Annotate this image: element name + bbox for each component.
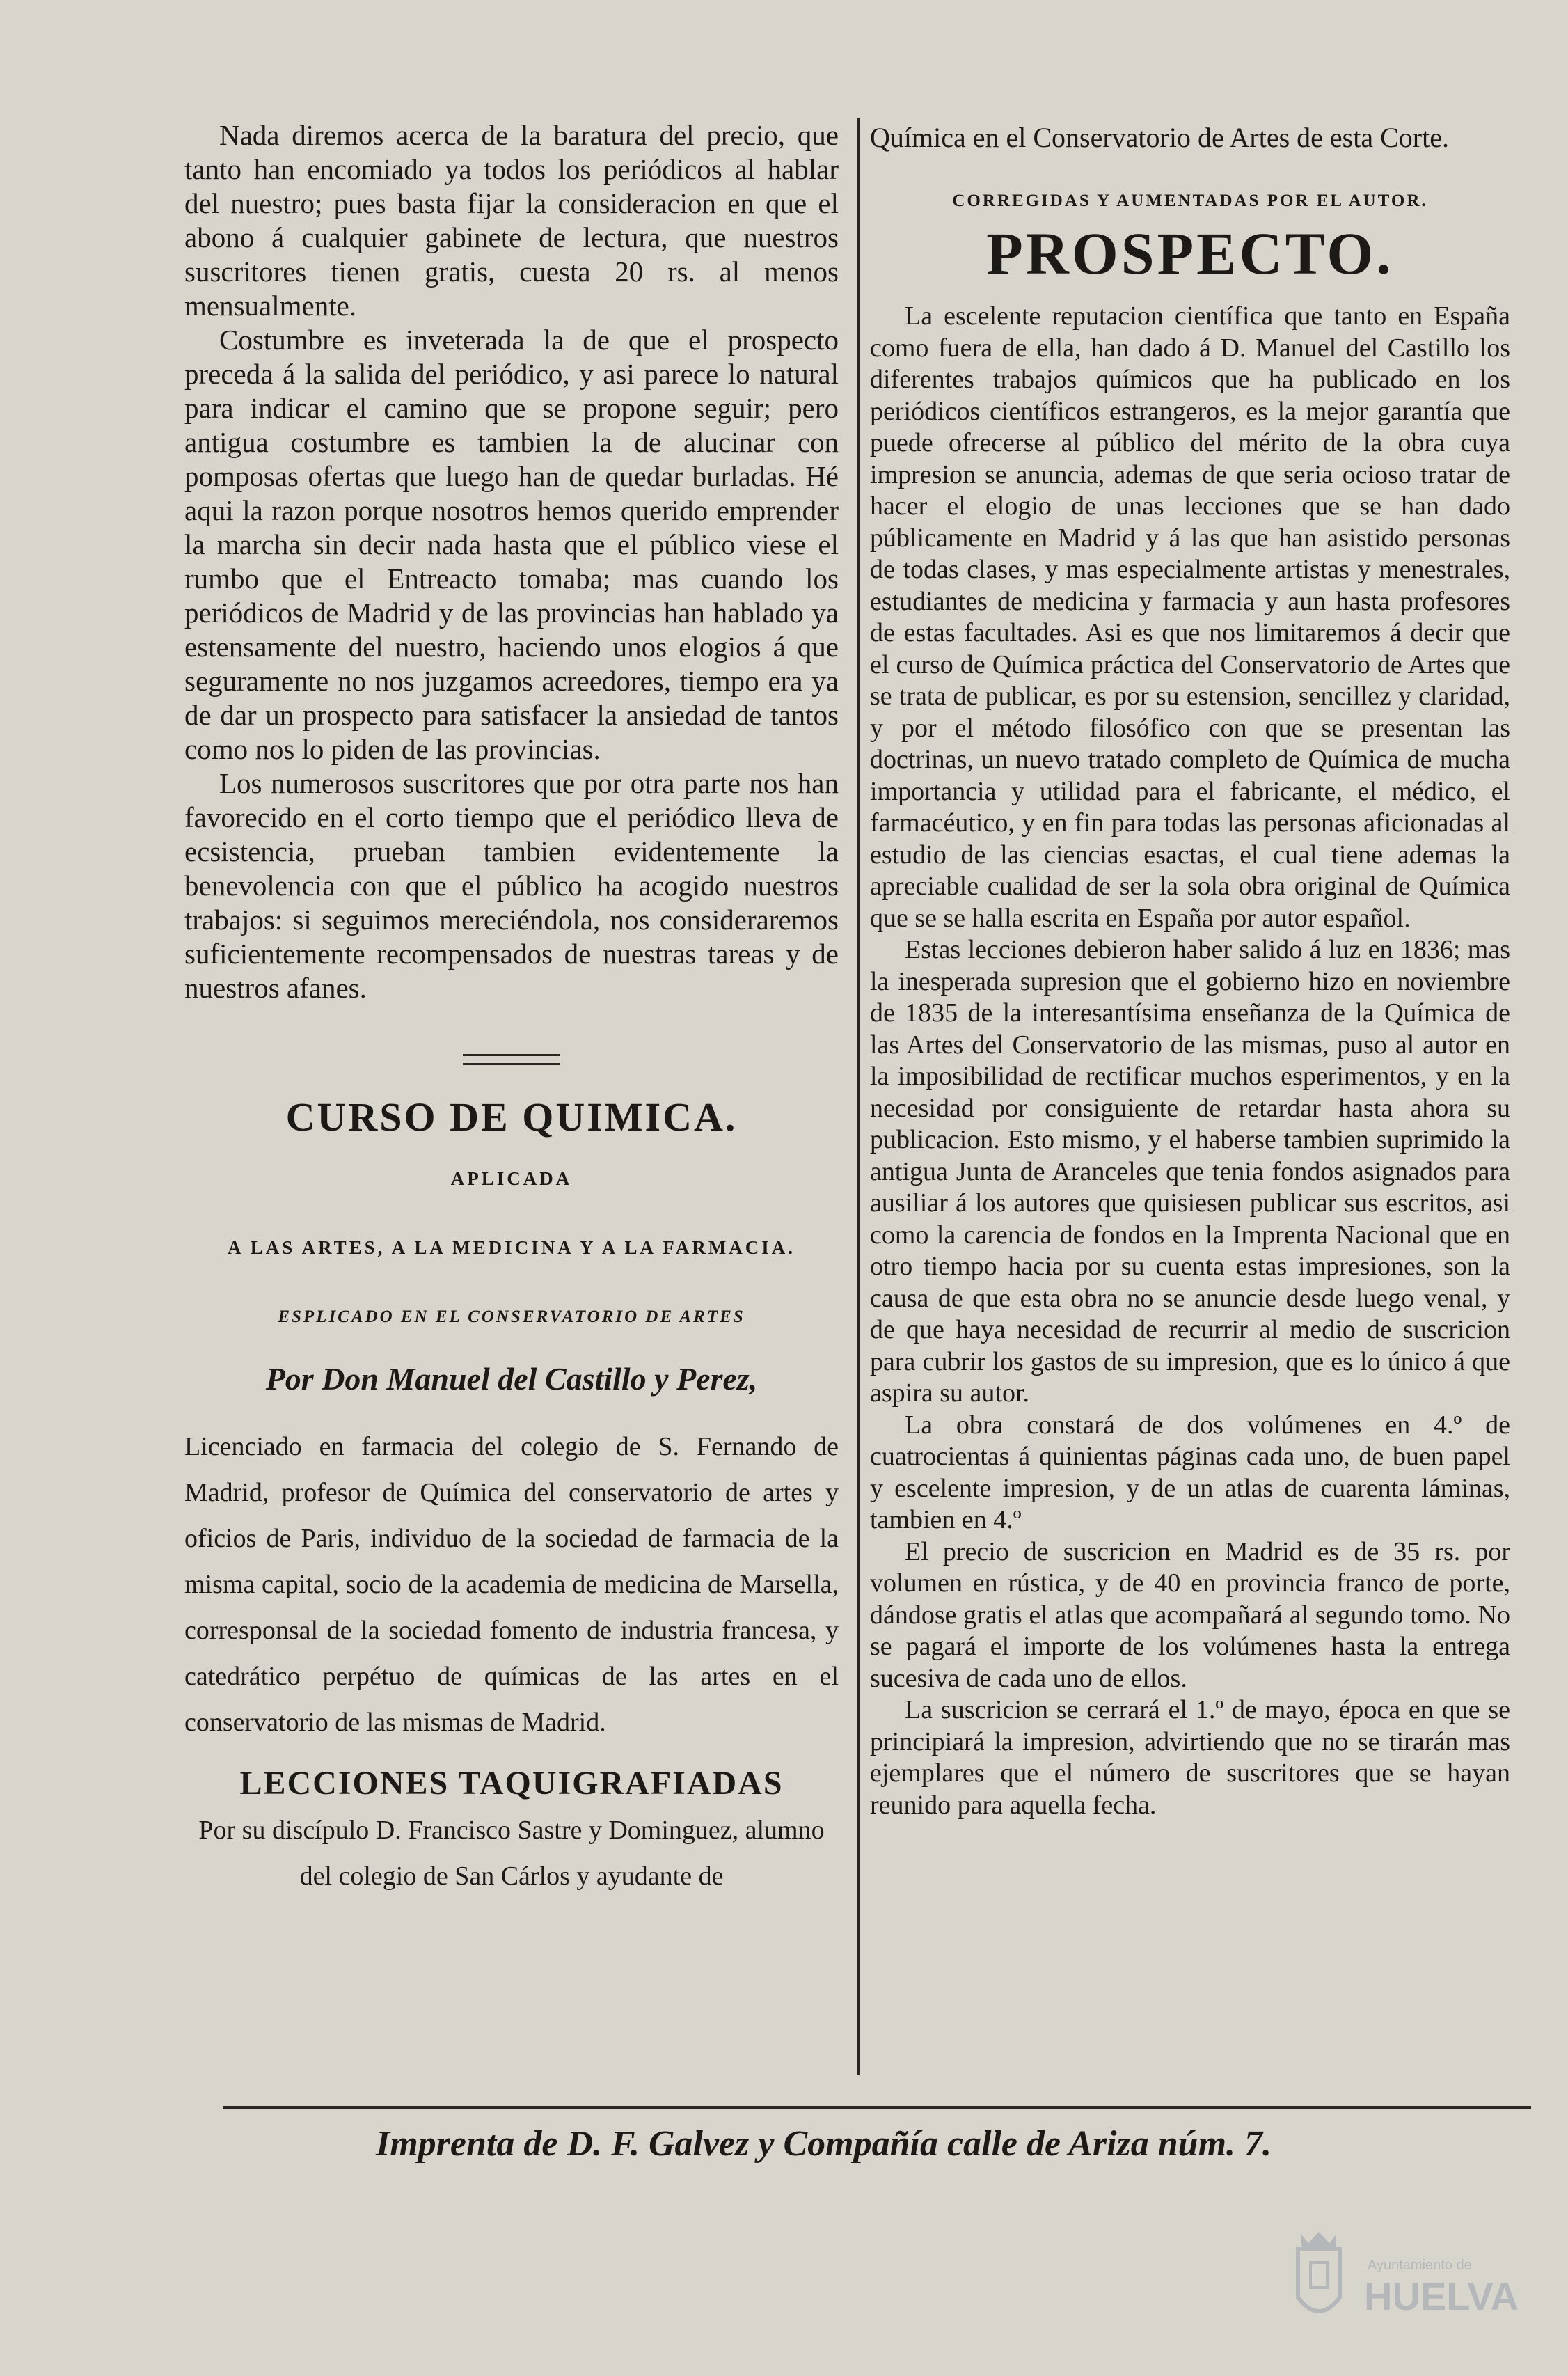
corregidas-line: CORREGIDAS Y AUMENTADAS POR EL AUTOR. (952, 191, 1428, 210)
right-paragraph-4: El precio de suscricion en Madrid es de 35 rs. por volumen en rústica, y de 40 en provincia franco de porte, dándose gratis el atlas que acompañará al segundo tomo. No se pagará el importe de los volúmenes hasta la entrega sucesiva de cada uno de ellos. (870, 1536, 1510, 1693)
column-divider (857, 118, 860, 2075)
curso-title: CURSO DE QUIMICA. (285, 1094, 738, 1140)
coat-of-arms-icon (1298, 2232, 1340, 2311)
right-paragraph-2: Estas lecciones debieron haber salido á luz en 1836; mas la inesperada supresion que el gobierno hizo en noviembre de 1835 de la interesantísima enseñanza de la Química de las Artes del Conservatorio de las mismas, puso al autor en la imposibilidad de rectificar muchos esperimentos, y en la necesidad por consiguiente de retardar hasta ahora su publicacion. Esto mismo, y el haberse tambien suprimido la antigua Junta de Aranceles que tenia fondos asignados para ausiliar á los autores que quisiesen publicar sus escritos, asi como la carencia de fondos en la Imprenta Nacional que en otro tiempo hacia por su cuenta estas impresiones, son la causa de que esta obra no se anuncie desde luego venal, y de que haya necesidad de recurrir al medio de suscricion para cubrir los gastos de su impresion, que es lo único á que aspira su autor. (870, 935, 1510, 1408)
left-paragraph-1: Nada diremos acerca de la baratura del precio, que tanto han encomiado ya todos los periódicos al hablar del nuestro; pues basta fijar la consideracion en que el abono á cualquier gabinete de lectura, que nuestros suscritores tienen gratis, cuesta 20 rs. al menos mensualmente. (184, 119, 839, 322)
lecciones-title: LECCIONES TAQUIGRAFIADAS (239, 1765, 784, 1802)
right-intro: Química en el Conservatorio de Artes de esta Corte. (870, 122, 1449, 153)
discipulo-line: Por su discípulo D. Francisco Sastre y Dominguez, alumno del colegio de San Cárlos y ayudante de (198, 1816, 825, 1891)
author-credentials: Licenciado en farmacia del colegio de S. Fernando de Madrid, profesor de Química del conservatorio de artes y oficios de Paris, individuo de la sociedad de farmacia de la misma capital, socio de la academia de medicina de Marsella, corresponsal de la sociedad fomento de industria francesa, y catedrático perpétuo de químicas de las artes en el conservatorio de las mismas de Madrid. (184, 1432, 839, 1737)
artes-medicina-line: A LAS ARTES, A LA MEDICINA Y A LA FARMACIA. (228, 1237, 795, 1258)
left-paragraph-3: Los numerosos suscritores que por otra parte nos han favorecido en el corto tiempo que el periódico lleva de ecsistencia, prueban tambien evidentemente la benevolencia con que el público ha acogido nuestros trabajos: si seguimos mereciéndola, nos consideraremos suficientemente recompensados de nuestras tareas y de nuestros afanes. (184, 767, 839, 1004)
esplicado-line: ESPLICADO EN EL CONSERVATORIO DE ARTES (278, 1307, 745, 1326)
ayuntamiento-huelva-watermark (1284, 2221, 1542, 2339)
left-column (184, 118, 839, 1899)
right-paragraph-3: La obra constará de dos volúmenes en 4.º de cuatrocientas á quinientas páginas cada uno, de buen papel y escelente impresion, y de un atlas de cuarenta láminas, tambien en 4.º (870, 1410, 1510, 1534)
section-divider (463, 1054, 560, 1065)
prospecto-title: PROSPECTO. (986, 219, 1394, 287)
right-column (870, 118, 1510, 1821)
imprint-line: Imprenta de D. F. Galvez y Compañía calle de Ariza núm. 7. (376, 2124, 1272, 2164)
footer-rule (223, 2106, 1531, 2109)
right-paragraph-1: La escelente reputacion científica que tanto en España como fuera de ella, han dado á D. Manuel del Castillo los diferentes trabajos químicos que ha publicado en los periódicos científicos estrangeros, es la mejor garantía que puede ofrecerse al público del mérito de la obra cuya impresion se anuncia, ademas de que seria ocioso tratar de hacer el elogio de unas lecciones que se han dado públicamente en Madrid y á las que han asistido personas de todas clases, y mas especialmente artistas y menestrales, estudiantes de medicina y farmacia y aun hasta profesores de estas facultades. Asi es que nos limitaremos á decir que el curso de Química práctica del Conservatorio de Artes que se trata de publicar, es por su estension, sencillez y claridad, y por el método filosófico con que se presentan las doctrinas, un nuevo tratado completo de Química de mucha importancia y utilidad para el fabricante, el médico, el farmacéutico, y en fin para todas las personas aficionadas al estudio de las ciencias esactas, el cual tiene ademas la apreciable cualidad de ser la sola obra original de Química que se se halla escrita en España por autor español. (870, 301, 1510, 933)
author-line: Por Don Manuel del Castillo y Perez, (265, 1361, 758, 1397)
watermark-line-2: HUELVA (1364, 2274, 1519, 2318)
watermark-line-1: Ayuntamiento de (1368, 2258, 1472, 2273)
right-paragraph-5: La suscricion se cerrará el 1.º de mayo, época en que se principiará la impresion, advirtiendo que no se tirarán mas ejemplares que el número de suscritores que se hayan reunido para aquella fecha. (870, 1695, 1510, 1820)
aplicada-label: APLICADA (450, 1168, 573, 1189)
left-paragraph-2: Costumbre es inveterada la de que el prospecto preceda á la salida del periódico, y asi parece lo natural para indicar el camino que se propone seguir; pero antigua costumbre es tambien la de alucinar con pomposas ofertas que luego han de quedar burladas. Hé aqui la razon porque nosotros hemos querido emprender la marcha sin decir nada hasta que el público viese el rumbo que el Entreacto tomaba; mas cuando los periódicos de Madrid y de las provincias han hablado ya estensamente del nuestro, haciendo unos elogios á que seguramente no nos juzgamos acreedores, tiempo era ya de dar un prospecto para satisfacer la ansiedad de tantos como nos lo piden de las provincias. (184, 324, 839, 765)
